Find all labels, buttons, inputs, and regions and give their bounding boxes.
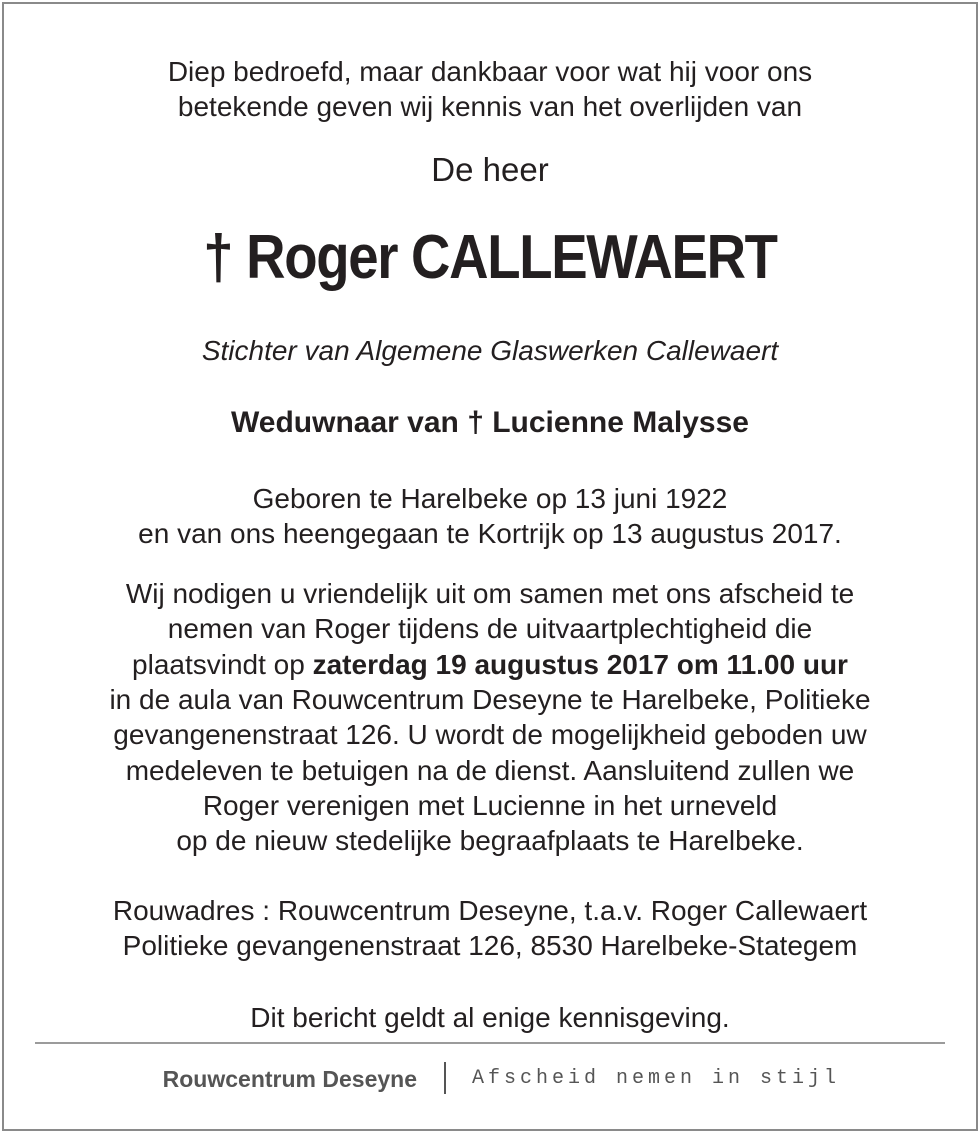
invitation-line-7: Roger verenigen met Lucienne in het urneveld [202,790,778,821]
footer-separator [444,1062,446,1094]
footer [0,1060,980,1096]
footer-divider [35,1042,945,1044]
founder-line: Stichter van Algemene Glaswerken Callewaert [201,335,779,366]
widower-line: Weduwnaar van † Lucienne Malysse [231,406,749,439]
deceased-name: † Roger CALLEWAERT [203,223,777,292]
salutation: De heer [431,151,549,188]
invitation-line-8: op de nieuw stedelijke begraafplaats te Harelbeke. [176,825,804,856]
invitation-line-1: Wij nodigen u vriendelijk uit om samen met ons afscheid te [125,578,855,609]
address-line-2: Politieke gevangenenstraat 126, 8530 Harelbeke-Stategem [122,930,858,961]
intro-line-1: Diep bedroefd, maar dankbaar voor wat hij voor ons [167,56,813,87]
invitation-line-6: medeleven te betuigen na de dienst. Aansluitend zullen we [125,755,855,786]
invitation-line-4: in de aula van Rouwcentrum Deseyne te Harelbeke, Politieke [109,684,871,715]
invitation-line-5: gevangenenstraat 126. U wordt de mogelijkheid geboden uw [113,719,867,750]
notice-line: Dit bericht geldt al enige kennisgeving. [250,1002,730,1033]
ceremony-date-time: zaterdag 19 augustus 2017 om 11.00 uur [312,649,848,680]
birth-line-1: Geboren te Harelbeke op 13 juni 1922 [252,483,728,514]
footer-brand: Rouwcentrum Deseyne [162,1066,417,1092]
birth-line-2: en van ons heengegaan te Kortrijk op 13 augustus 2017. [138,518,842,549]
invitation-line-3 [0,648,980,682]
address-line-1: Rouwadres : Rouwcentrum Deseyne, t.a.v. Roger Callewaert [112,895,868,926]
intro-line-2: betekende geven wij kennis van het overlijden van [177,91,803,122]
footer-tagline: Afscheid nemen in stijl [472,1067,841,1090]
invitation-line-3-prefix: plaatsvindt op [132,649,313,680]
invitation-line-2: nemen van Roger tijdens de uitvaartplechtigheid die [167,613,813,644]
